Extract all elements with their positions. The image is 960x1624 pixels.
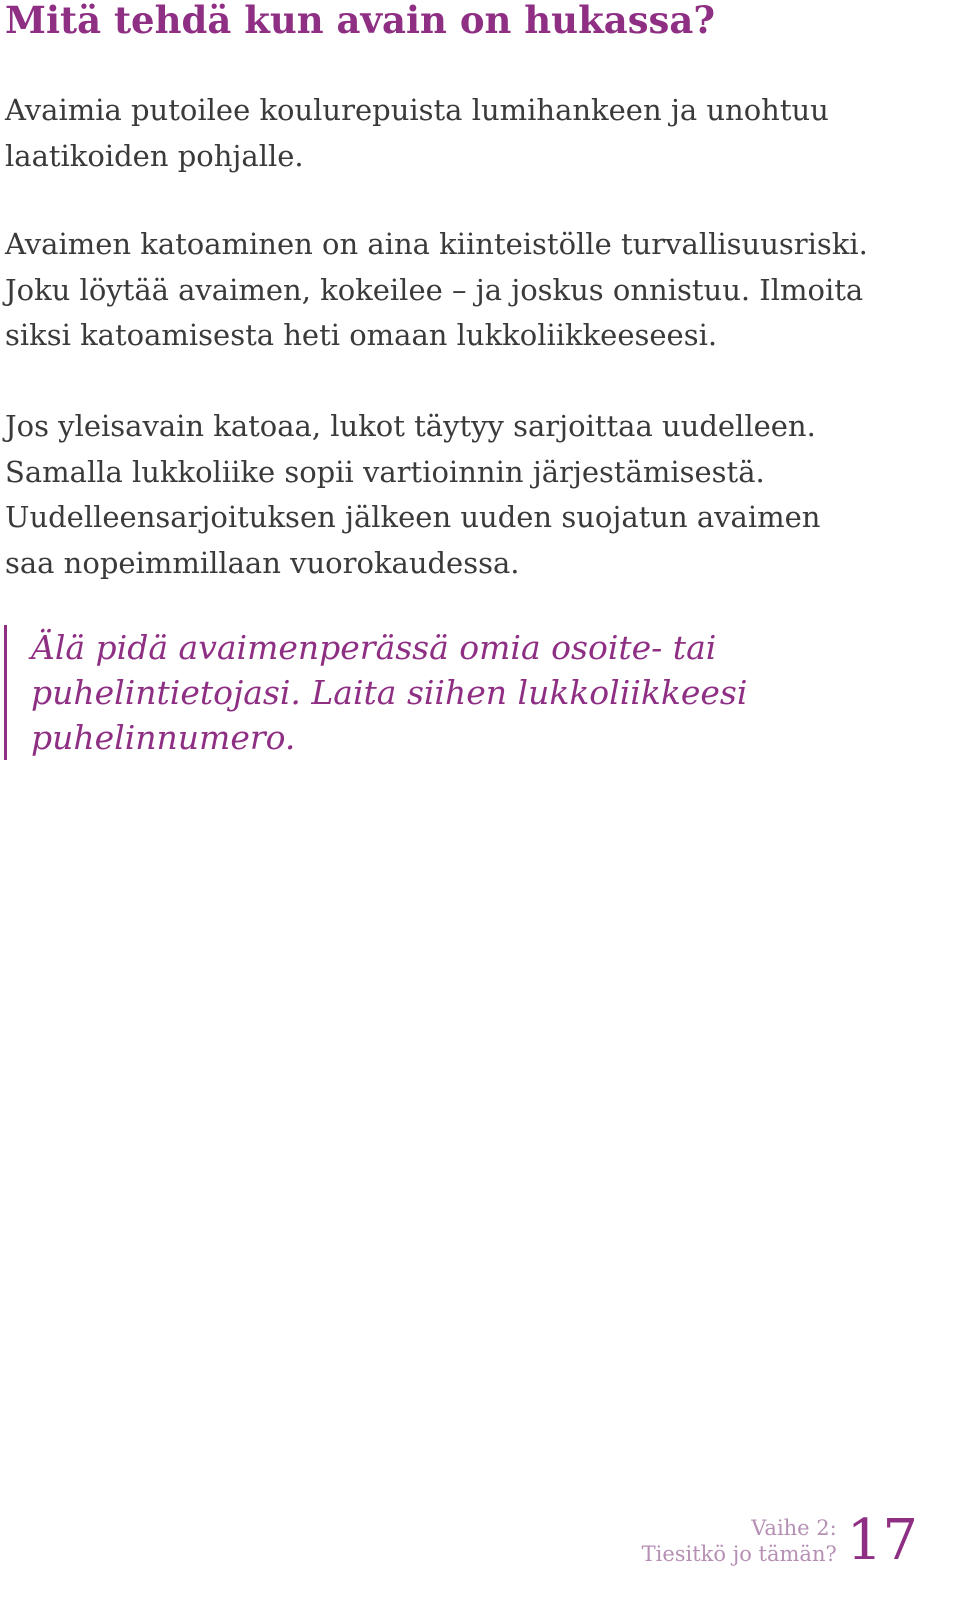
callout-line: puhelintietojasi. Laita siihen lukkoliikkeesi <box>31 673 748 712</box>
paragraph-line: Avaimen katoaminen on aina kiinteistölle turvallisuusriski. <box>5 227 868 261</box>
page-number: 17 <box>846 1508 918 1573</box>
paragraph-lost-keys <box>5 88 955 179</box>
paragraph-line: Samalla lukkoliike sopii vartioinnin järjestämisestä. <box>5 454 765 489</box>
page-footer <box>641 1508 918 1573</box>
paragraph-master-key <box>5 404 955 586</box>
callout-tip <box>4 625 931 760</box>
paragraph-line: saa nopeimmillaan vuorokaudessa. <box>5 545 520 580</box>
paragraph-line: Uudelleensarjoituksen jälkeen uuden suojatun avaimen <box>5 500 821 534</box>
page-title: Mitä tehdä kun avain on hukassa? <box>5 0 716 42</box>
section-title: Tiesitkö jo tämän? <box>641 1542 837 1566</box>
paragraph-line: siksi katoamisesta heti omaan lukkoliikkeeseesi. <box>5 318 718 352</box>
callout-line: Älä pidä avaimenperässä omia osoite- tai <box>31 628 717 667</box>
paragraph-line: Joku löytää avaimen, kokeilee – ja joskus onnistuu. Ilmoita <box>5 272 864 307</box>
callout-line: puhelinnumero. <box>31 718 296 757</box>
section-label <box>642 1515 837 1569</box>
paragraph-line: Jos yleisavain katoaa, lukot täytyy sarjoittaa uudelleen. <box>5 409 816 443</box>
section-step: Vaihe 2: <box>751 1516 837 1540</box>
paragraph-security-risk <box>5 222 955 359</box>
paragraph-line: Avaimia putoilee koulurepuista lumihankeen ja unohtuu <box>5 93 829 127</box>
paragraph-line: laatikoiden pohjalle. <box>5 138 304 173</box>
